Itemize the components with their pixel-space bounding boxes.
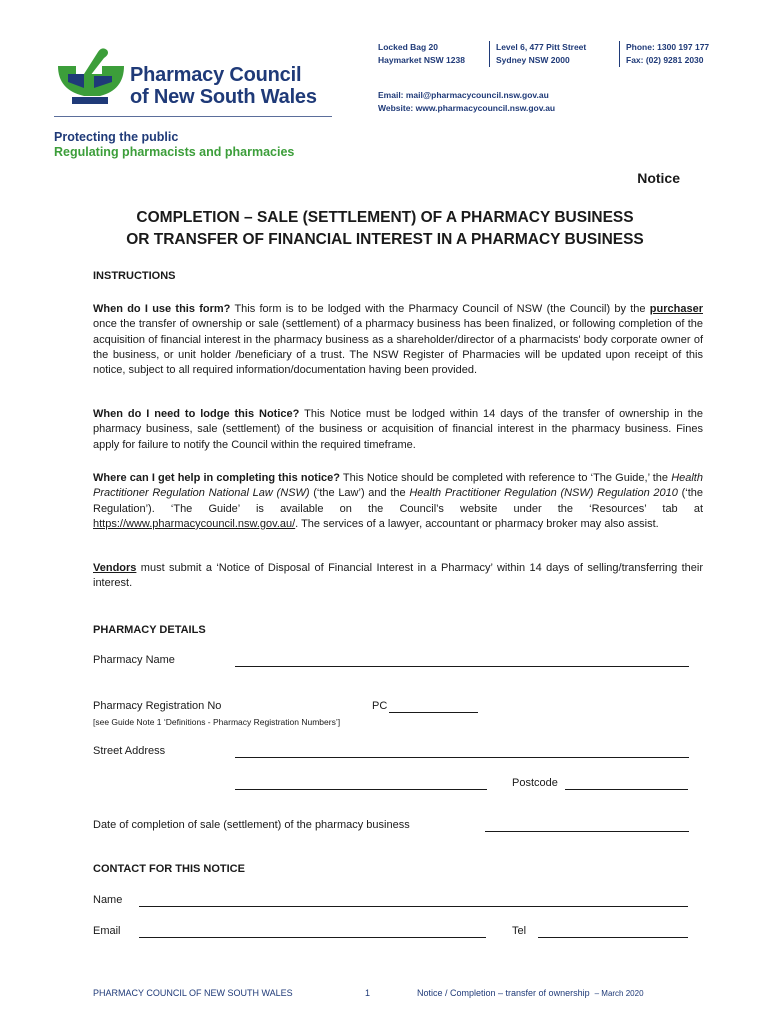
contact-heading: CONTACT FOR THIS NOTICE [93,863,245,875]
title-line2: OR TRANSFER OF FINANCIAL INTEREST IN A PHARMACY BUSINESS [126,231,644,248]
postcode-field[interactable] [565,789,688,790]
completion-date-field[interactable] [485,831,689,832]
pharmacy-name-label: Pharmacy Name [93,654,175,666]
completion-date-label: Date of completion of sale (settlement) of the pharmacy business [93,819,410,831]
phone-fax [626,41,709,67]
question-text: Where can I get help in completing this notice? [93,472,340,484]
footer-org: PHARMACY COUNCIL OF NEW SOUTH WALES [93,988,293,998]
tagline-regulate: Regulating pharmacists and pharmacies [54,145,295,159]
instructions-heading: INSTRUCTIONS [93,270,176,282]
registration-no-label: Pharmacy Registration No [93,700,222,712]
street-address-field[interactable] [235,757,689,758]
pharmacy-details-heading: PHARMACY DETAILS [93,624,206,636]
registration-no-field[interactable] [389,712,478,713]
contact-name-field[interactable] [139,906,688,907]
vendors-emphasis: Vendors [93,562,137,574]
phone-number: Phone: 1300 197 177 [626,42,710,52]
guide-link[interactable]: https://www.pharmacycouncil.nsw.gov.au/ [93,517,296,530]
council-name-line1: Pharmacy Council [130,64,302,86]
location-line1: Level 6, 477 Pitt Street [496,42,587,52]
question-text: When do I use this form? [93,303,231,315]
instruction-when-use: When do I use this form? This form is to be lodged with the Pharmacy Council of NSW (the Council) by the purchaser once the transfer of ownership or sale (settlement) of a pharmacy business has been finalized, or following completion of the acquisition of financial interest in the pharmacy business as a shareholder/director of a pharmacists' body corporate owner of the business, or unit holder /beneficiary of a trust. The NSW Register of Pharmacies will be updated upon receipt of this notice, subject to all required information/documentation having been provided. [93,303,703,377]
council-name [130,64,317,108]
postal-address [378,41,465,67]
instruction-when-lodge: When do I need to lodge this Notice? This Notice must be lodged within 14 days of the transfer of ownership in the pharmacy business, sale (settlement) of the business or acquisition of financial interest in the pharmacy business. Fines apply for failure to notify the Council within the required timeframe. [93,408,704,451]
street-address-label: Street Address [93,745,166,757]
contact-name-label: Name [93,894,123,906]
fax-number: Fax: (02) 9281 2030 [626,55,704,65]
title-line1: COMPLETION – SALE (SETTLEMENT) OF A PHARMACY BUSINESS [136,209,634,226]
contact-separator [489,41,490,67]
notice-label: Notice [637,170,680,186]
address-line1: Locked Bag 20 [378,42,438,52]
instruction-vendors: Vendors must submit a ‘Notice of Disposal of Financial Interest in a Pharmacy’ within 14 days of selling/transferring their interest. [93,562,703,590]
document-title [0,207,770,251]
email-address[interactable]: Email: mail@pharmacycouncil.nsw.gov.au [378,90,549,100]
address-line2: Haymarket NSW 1238 [378,55,465,65]
pharmacy-name-field[interactable] [235,666,689,667]
mortar-pestle-logo-icon [54,44,126,106]
question-text: When do I need to lodge this Notice? [93,408,300,420]
registration-guide-note: [see Guide Note 1 ‘Definitions - Pharmacy Registration Numbers’] [93,717,341,727]
contact-email-field[interactable] [139,937,486,938]
purchaser-emphasis: purchaser [649,303,703,315]
street-location [496,41,586,67]
contact-tel-label: Tel [512,925,527,937]
logo-divider [54,116,332,117]
tagline-protect: Protecting the public [54,130,179,144]
council-name-line2: of New South Wales [130,86,317,108]
postcode-label: Postcode [512,777,558,789]
contact-email-label: Email [93,925,121,937]
street-address-field-line2[interactable] [235,789,487,790]
online-contact [378,89,555,115]
contact-tel-field[interactable] [538,937,688,938]
footer-doc-title: Notice / Completion – transfer of ownership – March 2020 [417,988,644,998]
pc-label: PC [372,700,388,712]
instruction-get-help: Where can I get help in completing this notice? This Notice should be completed with reference to ‘The Guide,’ the Health Practitioner Regulation National Law (NSW) (‘the Law’) and the Health Practitioner Regulation (NSW) Regulation 2010 (‘the Regulation’). ‘The Guide’ is available on the Council’s website under the ‘Resources’ tab at https://www.pharmacycouncil.nsw.gov.au/. The services of a lawyer, accountant or pharmacy broker may also assist. [93,472,703,530]
website-address[interactable]: Website: www.pharmacycouncil.nsw.gov.au [378,103,556,113]
location-line2: Sydney NSW 2000 [496,55,570,65]
footer-page-number: 1 [365,988,371,998]
contact-separator [619,41,620,67]
